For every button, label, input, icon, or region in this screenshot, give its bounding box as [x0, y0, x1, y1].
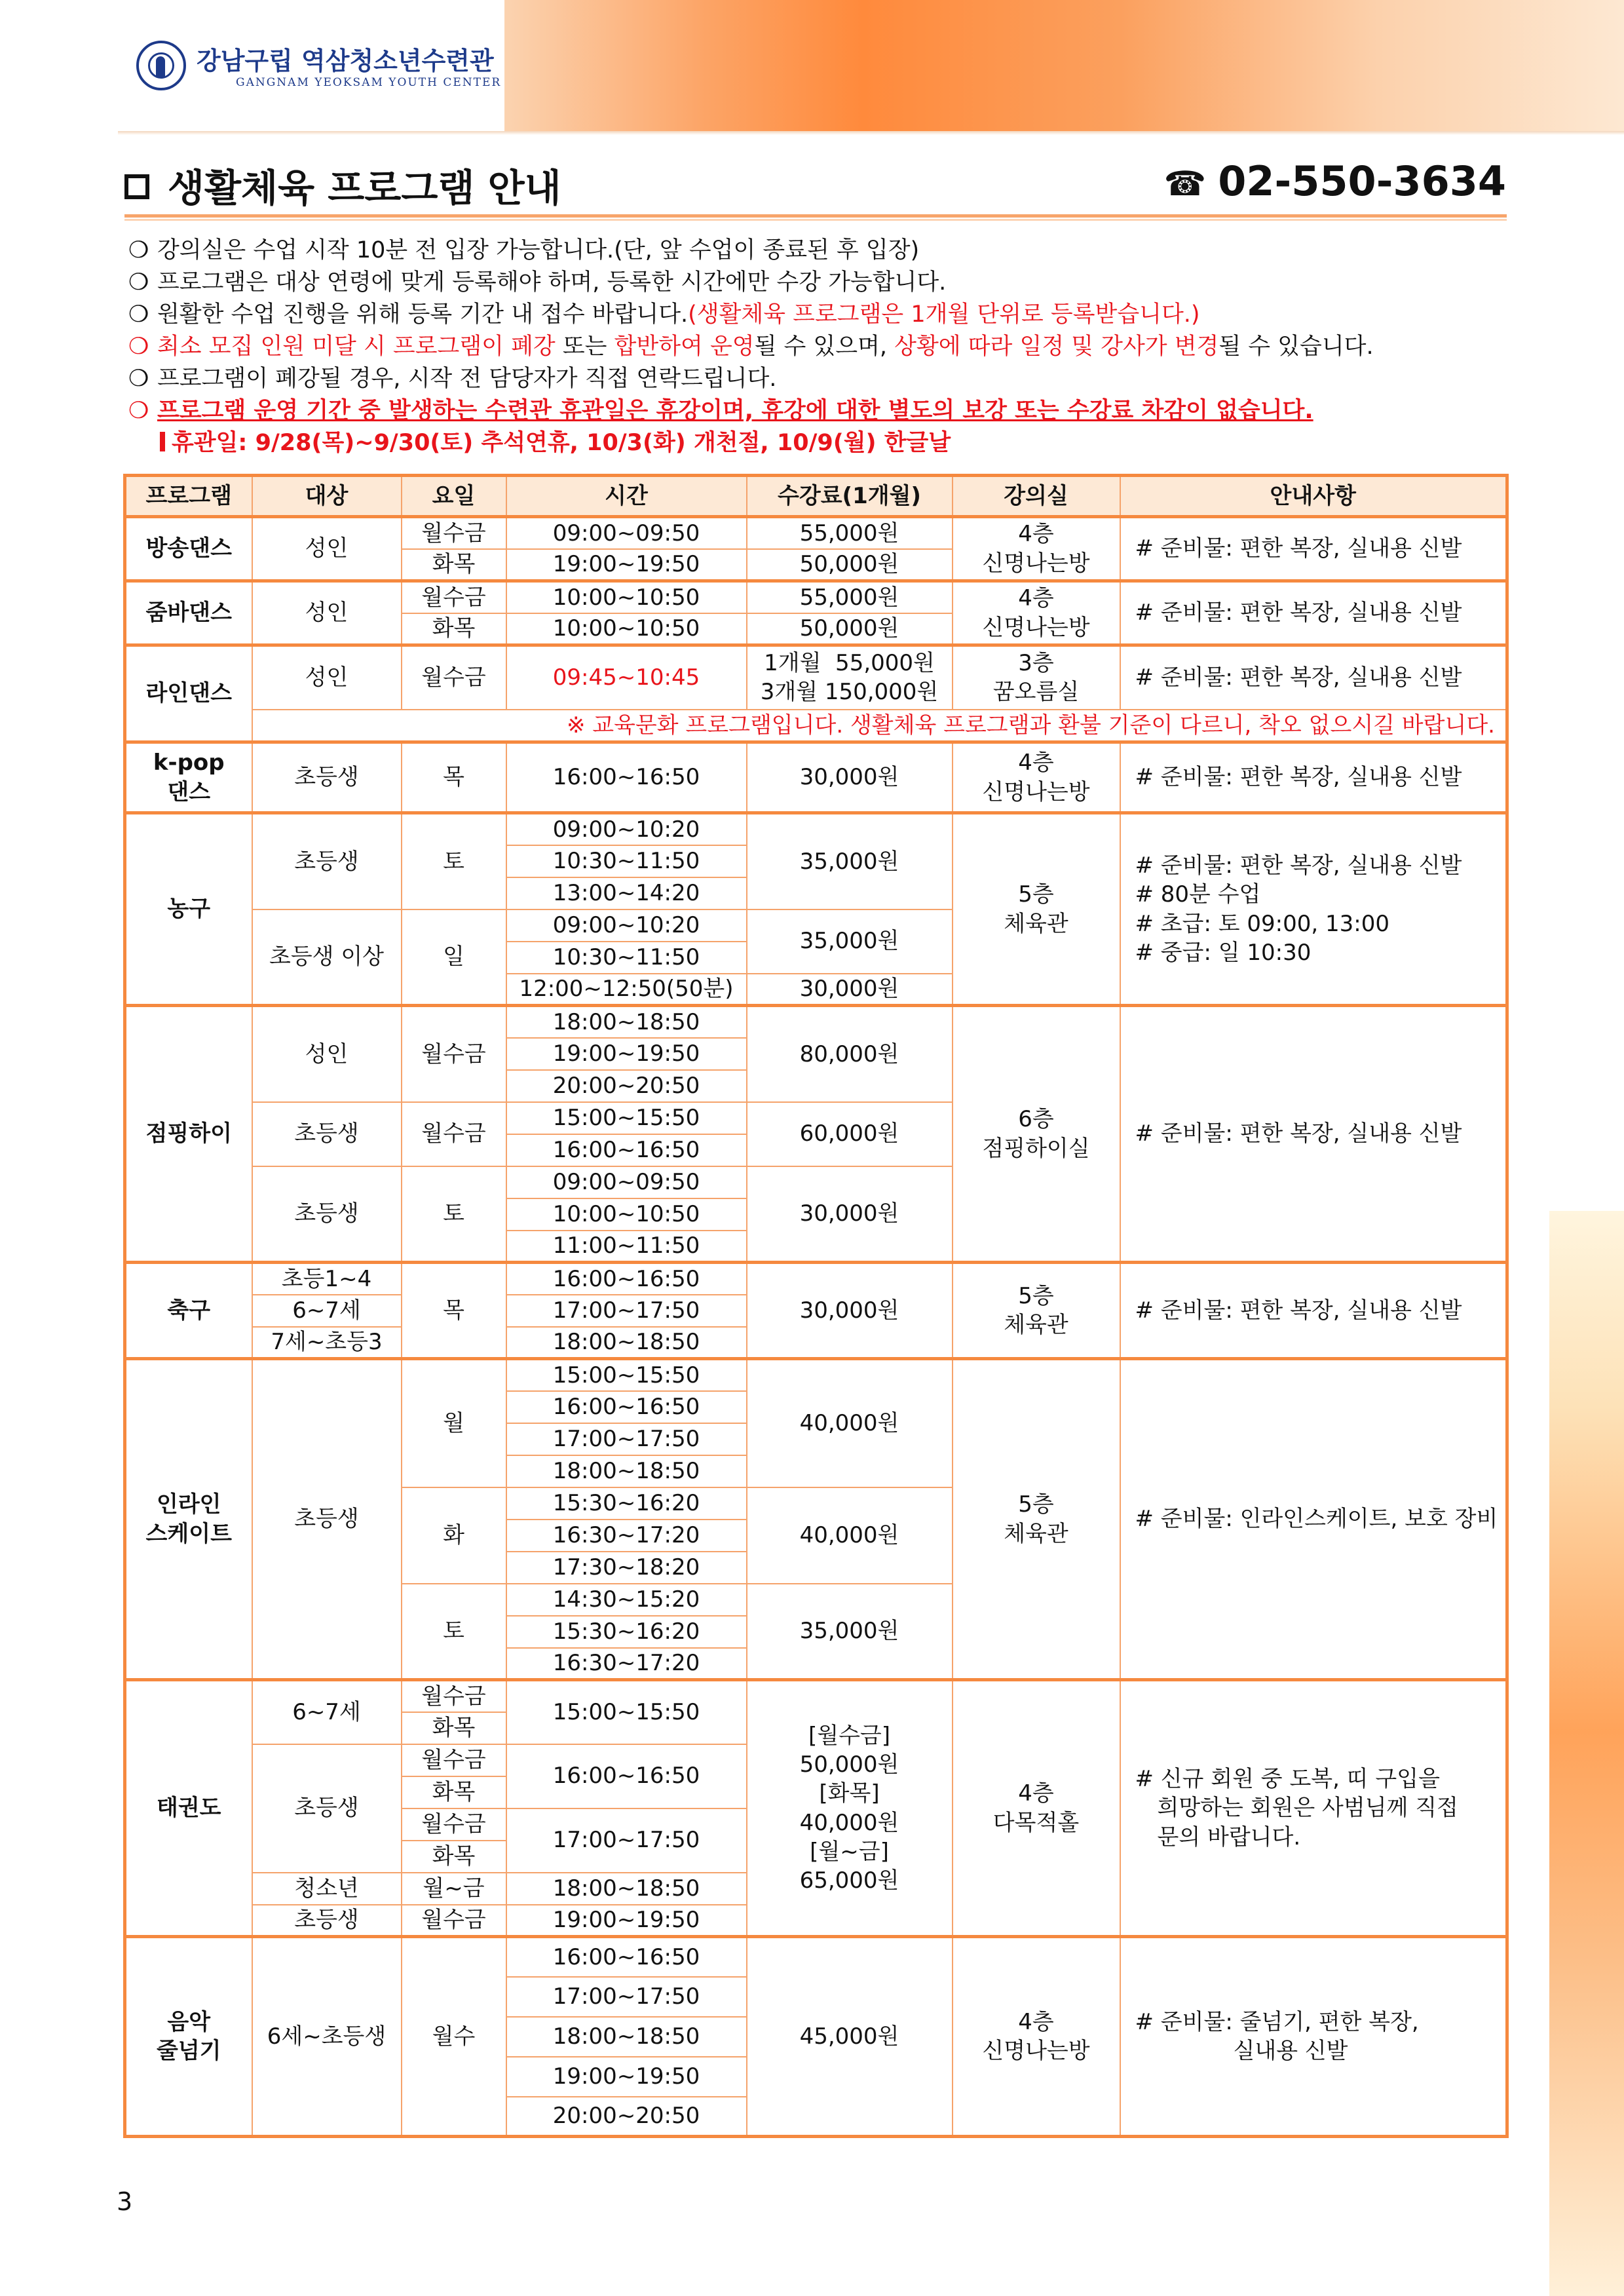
note-line: 문의 바랍니다.: [1157, 1824, 1301, 1850]
fee-cell: [747, 1680, 953, 1937]
page-number: 3: [117, 2187, 133, 2216]
program-name-line: 인라인: [156, 1491, 221, 1518]
col-header: 요일: [402, 476, 506, 517]
circle-bullet-icon: ❍: [128, 366, 149, 392]
title-divider-light: [124, 219, 1507, 221]
note-line: # 80분 수업: [1135, 881, 1261, 908]
fee-line: [월수금]: [808, 1722, 891, 1749]
notice-text-red: (생활체육 프로그램은 1개월 단위로 등록받습니다.): [688, 301, 1200, 328]
notice-text: 될 수 있습니다.: [1218, 334, 1374, 360]
target-cell: 성인: [252, 581, 402, 645]
circle-bullet-icon: ❍: [128, 237, 149, 263]
fee-cell: 40,000원: [747, 1487, 953, 1584]
table-row: [125, 813, 1507, 845]
fee-line: 3개월 150,000원: [760, 679, 939, 706]
target-cell: 7세~초등3: [252, 1327, 402, 1359]
note-cell: # 준비물: 인라인스케이트, 보호 장비: [1120, 1359, 1507, 1680]
table-header-row: [125, 476, 1507, 517]
time-cell: 16:00~16:50: [506, 1134, 747, 1166]
note-cell: # 준비물: 편한 복장, 실내용 신발: [1120, 742, 1507, 813]
target-cell: 초등생: [252, 813, 402, 909]
org-name-en: GANGNAM YEOKSAM YOUTH CENTER: [236, 76, 502, 89]
fee-cell: 30,000원: [747, 1263, 953, 1359]
target-cell: 6세~초등생: [252, 1937, 402, 2137]
note-cell: [1120, 1680, 1507, 1937]
table-row: [125, 1680, 1507, 1712]
circle-bullet-icon: ❍: [128, 301, 149, 328]
fee-line: [월~금]: [810, 1838, 889, 1865]
holiday-notice: [128, 427, 1517, 459]
col-header: 프로그램: [125, 476, 252, 517]
program-name: [125, 1359, 252, 1680]
target-cell: 초등1~4: [252, 1263, 402, 1295]
time-cell: 18:00~18:50: [506, 1327, 747, 1359]
phone-number: [1163, 157, 1506, 205]
table-row: [125, 1263, 1507, 1295]
program-name-line: 음악: [167, 2008, 211, 2035]
day-cell: 월수금: [402, 581, 506, 613]
room-name: 신명나는방: [982, 2038, 1090, 2064]
fee-cell: 80,000원: [747, 1006, 953, 1102]
room-cell: [953, 1937, 1120, 2137]
day-cell: 화: [402, 1487, 506, 1584]
page-title-text: 생활체육 프로그램 안내: [168, 166, 561, 210]
target-cell: 성인: [252, 645, 402, 710]
program-name-line: 댄스: [167, 778, 211, 805]
note-cell: # 준비물: 편한 복장, 실내용 신발: [1120, 1263, 1507, 1359]
refund-warning: ※ 교육문화 프로그램입니다. 생활체육 프로그램과 환불 기준이 다르니, 착오 없으시길 바랍니다.: [252, 710, 1507, 742]
day-cell: 목: [402, 1263, 506, 1359]
day-cell: 월수금: [402, 1744, 506, 1776]
room-name: 점핑하이실: [982, 1135, 1090, 1162]
fee-cell: 30,000원: [747, 974, 953, 1006]
notice-text-red: 프로그램 운영 기간 중 발생하는 수련관 휴관일은 휴강이며, 휴강에 대한 별도의 보강 또는 수강료 차감이 없습니다.: [157, 398, 1313, 424]
room-cell: 4층 신명나는방: [953, 742, 1120, 813]
fee-line: 65,000원: [799, 1867, 899, 1894]
time-cell: 09:00~09:50: [506, 517, 747, 549]
target-cell: 6~7세: [252, 1680, 402, 1744]
col-header: 수강료(1개월): [747, 476, 953, 517]
notice-text: 프로그램이 폐강될 경우, 시작 전 담당자가 직접 연락드립니다.: [157, 366, 777, 392]
time-cell: 09:00~09:50: [506, 1166, 747, 1198]
table-row: [125, 710, 1507, 742]
room-name: 꿈오름실: [992, 679, 1080, 706]
day-cell: 목: [402, 742, 506, 813]
telephone-icon: ☎: [1163, 164, 1207, 204]
time-cell: 09:45~10:45: [506, 645, 747, 710]
fee-cell: 35,000원: [747, 909, 953, 974]
fee-cell: 45,000원: [747, 1937, 953, 2137]
time-cell: 19:00~19:50: [506, 1905, 747, 1937]
day-cell: 월수금: [402, 1680, 506, 1712]
col-header: 안내사항: [1120, 476, 1507, 517]
target-cell: 성인: [252, 517, 402, 581]
day-cell: 월수금: [402, 1905, 506, 1937]
program-name-line: k-pop: [153, 750, 225, 776]
day-cell: 화목: [402, 1776, 506, 1808]
time-cell: 12:00~12:50(50분): [506, 974, 747, 1006]
fee-cell: 50,000원: [747, 613, 953, 645]
time-cell: 16:30~17:20: [506, 1648, 747, 1680]
program-name: [125, 742, 252, 813]
note-line: # 준비물: 줄넘기, 편한 복장,: [1135, 2008, 1419, 2035]
time-cell: 18:00~18:50: [506, 1873, 747, 1905]
notice-item: [128, 395, 1517, 427]
note-cell: # 준비물: 편한 복장, 실내용 신발: [1120, 1006, 1507, 1263]
page-title: [124, 157, 561, 212]
time-cell: 10:00~10:50: [506, 1198, 747, 1231]
circle-bullet-icon: ❍: [128, 398, 149, 424]
time-cell: 15:00~15:50: [506, 1680, 747, 1744]
room-cell: [953, 645, 1120, 710]
time-cell: 19:00~19:50: [506, 549, 747, 581]
note-line: # 중급: 일 10:30: [1135, 939, 1312, 966]
room-cell: [953, 1263, 1120, 1359]
fee-cell: 60,000원: [747, 1102, 953, 1166]
target-cell: 초등생 이상: [252, 909, 402, 1006]
time-cell: 13:00~14:20: [506, 877, 747, 909]
fee-line: 50,000원: [799, 1751, 899, 1778]
note-line: 희망하는 회원은 사범님께 직접: [1157, 1795, 1458, 1822]
col-header: 시간: [506, 476, 747, 517]
note-cell: # 준비물: 편한 복장, 실내용 신발: [1120, 581, 1507, 645]
room-name: 체육관: [1004, 910, 1068, 937]
notice-item: [128, 331, 1517, 363]
time-cell: 17:00~17:50: [506, 1808, 747, 1873]
header-margin: [0, 0, 118, 131]
day-cell: 토: [402, 1584, 506, 1680]
notice-text-red: 합반하여 운영: [614, 334, 755, 360]
note-line: # 초급: 토 09:00, 13:00: [1135, 910, 1389, 937]
time-cell: 20:00~20:50: [506, 2097, 747, 2137]
time-cell: 16:00~16:50: [506, 1391, 747, 1423]
room-name: 체육관: [1004, 1312, 1068, 1338]
fee-cell: 55,000원: [747, 517, 953, 549]
day-cell: 화목: [402, 549, 506, 581]
note-line: # 준비물: 편한 복장, 실내용 신발: [1135, 852, 1462, 879]
org-name: 강남구립 역삼청소년수련관: [197, 46, 494, 75]
note-cell: [1120, 813, 1507, 1006]
fee-cell: 50,000원: [747, 549, 953, 581]
day-cell: 일: [402, 909, 506, 1006]
room-floor: 5층: [1018, 1491, 1054, 1518]
fee-line: 40,000원: [799, 1809, 899, 1836]
table-row: [125, 1359, 1507, 1391]
fee-line: 1개월 55,000원: [764, 650, 935, 677]
time-cell: 16:00~16:50: [506, 1263, 747, 1295]
time-cell: 19:00~19:50: [506, 1038, 747, 1070]
fee-cell: 40,000원: [747, 1359, 953, 1487]
note-cell: # 준비물: 편한 복장, 실내용 신발: [1120, 645, 1507, 710]
day-cell: 월수금: [402, 1006, 506, 1102]
notice-item: [128, 299, 1517, 331]
notice-item: [128, 235, 1517, 267]
time-cell: 19:00~19:50: [506, 2057, 747, 2097]
time-cell: 10:30~11:50: [506, 845, 747, 877]
room-cell: [953, 813, 1120, 1006]
time-cell: 16:00~16:50: [506, 742, 747, 813]
notice-item: [128, 267, 1517, 299]
program-name: 줌바댄스: [125, 581, 252, 645]
fee-cell: 55,000원: [747, 581, 953, 613]
target-cell: 초등생: [252, 1905, 402, 1937]
day-cell: 화목: [402, 1712, 506, 1744]
room-floor: 5층: [1018, 1282, 1054, 1309]
room-cell: [953, 1680, 1120, 1937]
program-name: 라인댄스: [125, 645, 252, 742]
day-cell: 화목: [402, 613, 506, 645]
circle-bullet-icon: ❍: [128, 334, 149, 360]
target-cell: 성인: [252, 1006, 402, 1102]
time-cell: 18:00~18:50: [506, 2017, 747, 2057]
header-shadow: [118, 131, 1624, 135]
notice-text: 될 수 있으며,: [754, 334, 895, 360]
program-name: 태권도: [125, 1680, 252, 1937]
program-name: [125, 1937, 252, 2137]
day-cell: 월수금: [402, 1808, 506, 1841]
fee-cell: 35,000원: [747, 813, 953, 909]
room-floor: 5층: [1018, 881, 1054, 908]
note-cell: # 준비물: 편한 복장, 실내용 신발: [1120, 517, 1507, 581]
time-cell: 16:30~17:20: [506, 1520, 747, 1552]
day-cell: 월~금: [402, 1873, 506, 1905]
table-row: [125, 581, 1507, 613]
room-floor: 6층: [1018, 1106, 1054, 1133]
day-cell: 월: [402, 1359, 506, 1487]
time-cell: 09:00~10:20: [506, 909, 747, 942]
program-name-line: 줄넘기: [156, 2038, 221, 2064]
table-row: [125, 742, 1507, 813]
day-cell: 토: [402, 1166, 506, 1263]
checkbox-square-icon: [124, 174, 149, 199]
time-cell: 10:00~10:50: [506, 581, 747, 613]
time-cell: 16:00~16:50: [506, 1744, 747, 1808]
time-cell: 15:00~15:50: [506, 1102, 747, 1134]
title-divider: [124, 214, 1507, 218]
target-cell: 초등생: [252, 1166, 402, 1263]
time-cell: 14:30~15:20: [506, 1584, 747, 1616]
time-cell: 11:00~11:50: [506, 1231, 747, 1263]
notice-text: 강의실은 수업 시작 10분 전 입장 가능합니다.(단, 앞 수업이 종료된 후 입장): [157, 237, 920, 263]
program-name: 축구: [125, 1263, 252, 1359]
room-cell: [953, 1006, 1120, 1263]
note-cell: [1120, 1937, 1507, 2137]
table-row: [125, 645, 1507, 710]
day-cell: 토: [402, 813, 506, 909]
time-cell: 17:00~17:50: [506, 1423, 747, 1455]
fee-cell: 30,000원: [747, 1166, 953, 1263]
col-header: 강의실: [953, 476, 1120, 517]
target-cell: 초등생: [252, 1102, 402, 1166]
time-cell: 17:00~17:50: [506, 1977, 747, 2017]
room-floor: 4층: [1018, 1780, 1054, 1807]
notice-text-red: 상황에 따라 일정 및 강사가 변경: [894, 334, 1219, 360]
notice-text: 프로그램은 대상 연령에 맞게 등록해야 하며, 등록한 시간에만 수강 가능합니다.: [157, 269, 947, 296]
time-cell: 15:30~16:20: [506, 1487, 747, 1520]
target-cell: 초등생: [252, 1359, 402, 1680]
holiday-text: 휴관일: 9/28(목)~9/30(토) 추석연휴, 10/3(화) 개천절, 10/9(월) 한글날: [172, 430, 951, 456]
note-line: # 신규 회원 중 도복, 띠 구입을: [1135, 1766, 1440, 1793]
room-cell: [953, 1359, 1120, 1680]
fee-line: [화목]: [819, 1780, 880, 1807]
time-cell: 17:30~18:20: [506, 1552, 747, 1584]
time-cell: 20:00~20:50: [506, 1070, 747, 1102]
time-cell: 18:00~18:50: [506, 1006, 747, 1038]
room-floor: 3층: [1018, 650, 1054, 677]
room-cell: 4층 신명나는방: [953, 517, 1120, 581]
logo-emblem-icon: [136, 41, 186, 90]
room-name: 체육관: [1004, 1520, 1068, 1547]
target-cell: 초등생: [252, 742, 402, 813]
time-cell: 15:00~15:50: [506, 1359, 747, 1391]
notice-text: 원활한 수업 진행을 위해 등록 기간 내 접수 바랍니다.: [157, 301, 689, 328]
day-cell: 월수금: [402, 1102, 506, 1166]
red-bar-icon: [160, 432, 165, 451]
room-name: 다목적홀: [992, 1809, 1080, 1836]
program-name-line: 스케이트: [145, 1520, 232, 1547]
program-name: 방송댄스: [125, 517, 252, 581]
notice-text-red: 최소 모집 인원 미달 시 프로그램이 폐강: [157, 334, 556, 360]
program-name: 점핑하이: [125, 1006, 252, 1263]
table-row: [125, 1937, 1507, 1977]
fee-cell: 30,000원: [747, 742, 953, 813]
circle-bullet-icon: ❍: [128, 269, 149, 296]
table-row: [125, 517, 1507, 549]
time-cell: 15:30~16:20: [506, 1616, 747, 1648]
header-gradient-band: [504, 0, 1624, 131]
time-cell: 18:00~18:50: [506, 1455, 747, 1487]
program-name: 농구: [125, 813, 252, 1006]
time-cell: 10:00~10:50: [506, 613, 747, 645]
schedule-table: [123, 474, 1509, 2138]
fee-cell: [747, 645, 953, 710]
day-cell: 월수금: [402, 645, 506, 710]
target-cell: 6~7세: [252, 1295, 402, 1327]
time-cell: 17:00~17:50: [506, 1295, 747, 1327]
note-line: 실내용 신발: [1233, 2038, 1348, 2064]
notice-item: [128, 363, 1517, 395]
room-floor: 4층: [1018, 2008, 1054, 2035]
target-cell: 초등생: [252, 1744, 402, 1873]
time-cell: 16:00~16:50: [506, 1937, 747, 1977]
room-cell: 4층 신명나는방: [953, 581, 1120, 645]
time-cell: 10:30~11:50: [506, 942, 747, 974]
fee-cell: 35,000원: [747, 1584, 953, 1680]
target-cell: 청소년: [252, 1873, 402, 1905]
notice-list: [128, 235, 1517, 459]
day-cell: 월수: [402, 1937, 506, 2137]
table-row: [125, 1006, 1507, 1038]
day-cell: 화목: [402, 1841, 506, 1873]
phone-text: 02-550-3634: [1218, 157, 1506, 205]
col-header: 대상: [252, 476, 402, 517]
day-cell: 월수금: [402, 517, 506, 549]
notice-text: 또는: [555, 334, 614, 360]
time-cell: 09:00~10:20: [506, 813, 747, 845]
side-gradient-band: [1549, 1211, 1624, 2296]
